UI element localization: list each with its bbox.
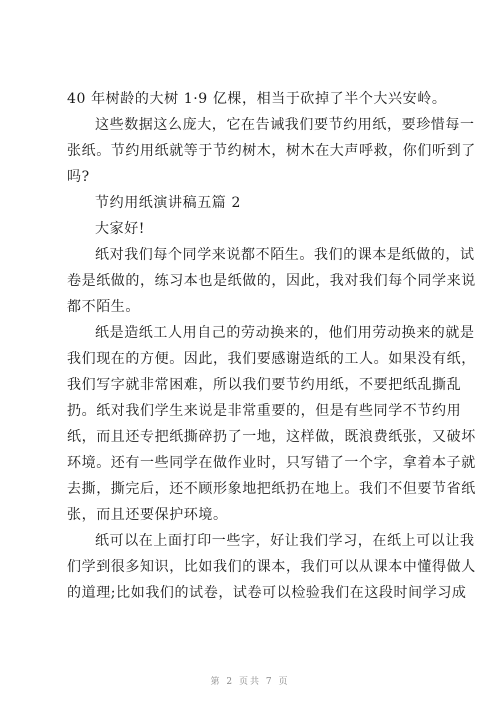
text-line: 这些数据这么庞大，它在告诫我们要节约用纸，要珍惜每一 bbox=[95, 117, 475, 133]
text-line: 的道理;比如我们的试卷，试卷可以检验我们在这段时间学习成 bbox=[67, 585, 467, 601]
text-line: 扔。纸对我们学生来说是非常重要的，但是有些同学不节约用 bbox=[67, 403, 462, 419]
text-line: 40 年树龄的大树 1·9 亿棵，相当于砍掉了半个大兴安岭。 bbox=[67, 91, 447, 107]
text-line: 张，而且还要保护环境。 bbox=[67, 507, 228, 523]
text-line: 都不陌生。 bbox=[67, 299, 140, 315]
section-heading: 节约用纸演讲稿五篇 2 bbox=[95, 195, 241, 211]
text-line: 纸，而且还专把纸撕碎扔了一地，这样做，既浪费纸张，又破坏 bbox=[67, 429, 476, 445]
text-line: 吗? bbox=[67, 169, 90, 185]
text-line: 纸是造纸工人用自己的劳动换来的，他们用劳动换来的就是 bbox=[95, 325, 475, 341]
page-number-footer: 第 2 页共 7 页 bbox=[210, 677, 290, 687]
text-line: 卷是纸做的，练习本也是纸做的，因此，我对我们每个同学来说 bbox=[67, 273, 476, 289]
text-line: 纸对我们每个同学来说都不陌生。我们的课本是纸做的，试 bbox=[95, 247, 475, 263]
text-line: 环境。还有一些同学在做作业时，只写错了一个字，拿着本子就 bbox=[67, 455, 476, 471]
greeting-line: 大家好! bbox=[95, 221, 146, 237]
text-line: 去撕，撕完后，还不顾形象地把纸扔在地上。我们不但要节省纸 bbox=[67, 481, 476, 497]
document-body bbox=[67, 86, 476, 606]
text-line: 纸可以在上面打印一些字，好让我们学习，在纸上可以让我 bbox=[95, 533, 475, 549]
text-line: 们学到很多知识，比如我们的课本，我们可以从课本中懂得做人 bbox=[67, 559, 476, 575]
text-line: 我们现在的方便。因此，我们要感谢造纸的工人。如果没有纸， bbox=[67, 351, 476, 367]
text-line: 张纸。节约用纸就等于节约树木，树木在大声呼救，你们听到了 bbox=[67, 143, 476, 159]
text-line: 我们写字就非常困难，所以我们要节约用纸，不要把纸乱撕乱 bbox=[67, 377, 462, 393]
